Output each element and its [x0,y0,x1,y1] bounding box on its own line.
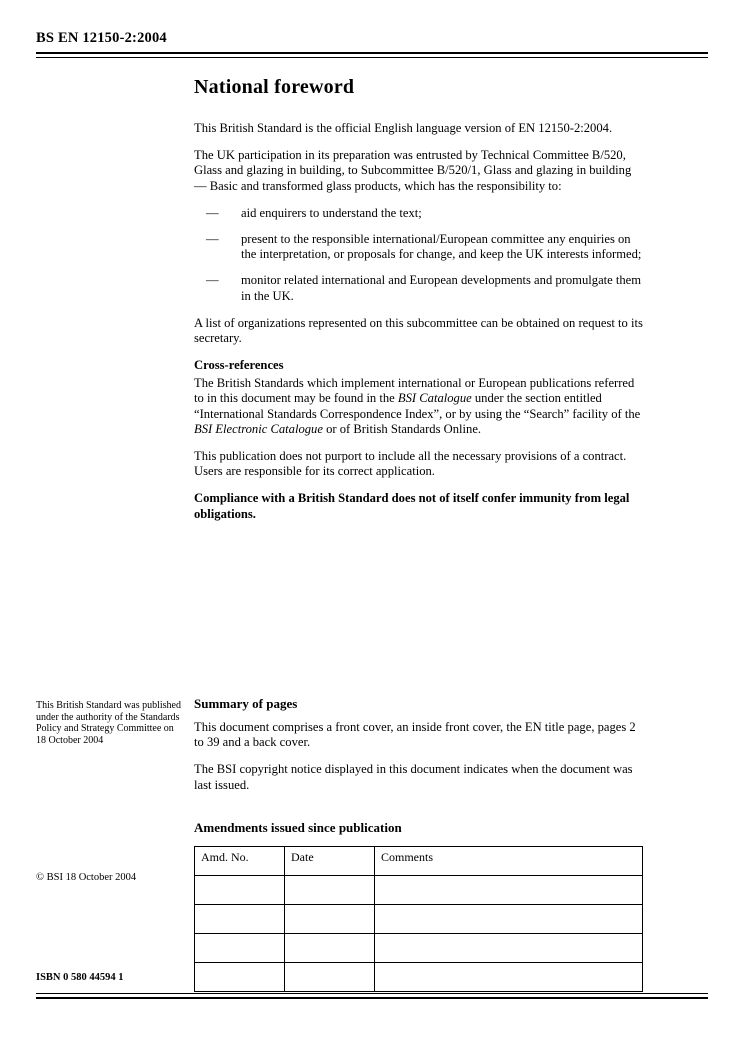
list-item [194,206,644,221]
cross-references-paragraph [194,376,644,437]
table-header-row [195,847,643,876]
responsibility-list [194,206,644,304]
bsi-electronic-catalogue-title: BSI Electronic Catalogue [194,421,323,436]
footer-rule-thin [36,993,708,994]
list-item-text: present to the responsible international/European committee any enquiries on the interpretation, or proposals for change, and keep the UK interests informed; [241,232,642,262]
footer-rule-thick [36,997,708,999]
amendments-table [194,846,643,992]
cell-comments[interactable] [375,905,643,934]
list-item [194,273,644,303]
table-row [195,876,643,905]
dash-bullet: — [206,205,219,220]
cell-comments[interactable] [375,934,643,963]
cell-amd-no[interactable] [195,905,285,934]
cell-date[interactable] [285,963,375,992]
foreword-paragraph-3: A list of organizations represented on this subcommittee can be obtained on request to its secretary. [194,315,643,346]
header-rule-thick [36,52,708,54]
cell-date[interactable] [285,905,375,934]
page-header [36,30,708,47]
foreword-paragraph-4: This publication does not purport to include all the necessary provisions of a contract. Users are responsible for its correct application. [194,449,627,479]
dash-bullet: — [206,273,219,288]
cell-comments[interactable] [375,876,643,905]
summary-heading: Summary of pages [194,696,298,711]
cell-date[interactable] [285,876,375,905]
main-content [194,76,644,522]
header-rule-thin [36,57,708,58]
summary-of-pages-section [194,696,644,805]
amendments-section [194,820,644,992]
cross-ref-text-3: or of British Standards Online. [322,421,482,436]
column-header-comments: Comments [375,847,643,876]
amendments-heading: Amendments issued since publication [194,820,402,835]
cross-ref-text-1: The British Standards which implement international or European publications referred to in this document may be found in the [194,376,635,406]
publication-authority-note: This British Standard was published under the authority of the Standards Policy and Strategy Committee on 18 October 2004 [36,700,181,746]
copyright-notice: © BSI 18 October 2004 [36,872,137,883]
table-row [195,934,643,963]
foreword-paragraph-1: This British Standard is the official English language version of EN 12150-2:2004. [194,121,613,135]
list-item-text: aid enquirers to understand the text; [241,205,422,220]
table-row [195,905,643,934]
cell-amd-no[interactable] [195,963,285,992]
cell-date[interactable] [285,934,375,963]
summary-paragraph-1: This document comprises a front cover, an inside front cover, the EN title page, pages 2 to 39 and a back cover. [194,720,636,750]
standard-reference: BS EN 12150-2:2004 [36,30,167,46]
summary-paragraph-2: The BSI copyright notice displayed in this document indicates when the document was last issued. [194,762,633,792]
column-header-amd-no: Amd. No. [195,847,285,876]
list-item-text: monitor related international and European developments and promulgate them in the UK. [241,273,642,303]
compliance-note: Compliance with a British Standard does not of itself confer immunity from legal obligations. [194,491,630,521]
list-item [194,232,644,262]
bsi-catalogue-title: BSI Catalogue [397,391,472,406]
cross-references-heading: Cross-references [194,358,284,373]
cell-amd-no[interactable] [195,876,285,905]
table-row [195,963,643,992]
cell-comments[interactable] [375,963,643,992]
dash-bullet: — [206,232,219,247]
foreword-paragraph-2: The UK participation in its preparation was entrusted by Technical Committee B/520, Glass and glazing in building, to Subcommittee B/520/1, Glass and glazing in building — Basic and transformed glass products, which has the responsibility to: [194,148,632,193]
page-title: National foreword [194,76,355,98]
cross-ref-text-2: under the section entitled “International Standards Correspondence Index”, or by using the “Search” facility of the [194,391,641,421]
column-header-date: Date [285,847,375,876]
isbn-number: ISBN 0 580 44594 1 [36,972,124,983]
cell-amd-no[interactable] [195,934,285,963]
